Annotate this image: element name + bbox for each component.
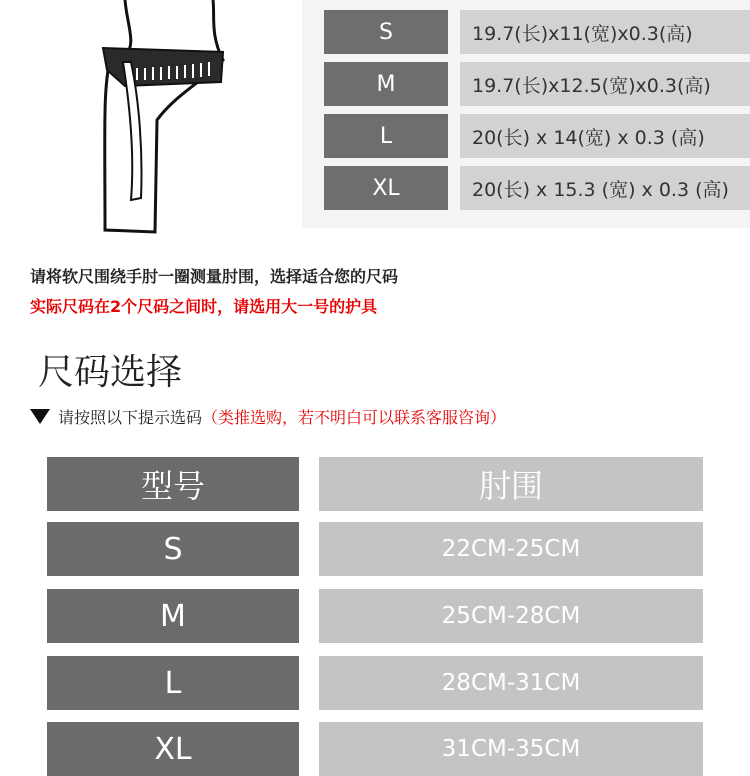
size-label: M <box>324 62 448 106</box>
column-header-model: 型号 <box>47 457 299 511</box>
girth-cell: 22CM-25CM <box>319 522 703 576</box>
model-cell: XL <box>47 722 299 776</box>
girth-cell: 25CM-28CM <box>319 589 703 643</box>
measure-instruction: 请将软尺围绕手肘一圈测量肘围，选择适合您的尺码 <box>30 267 399 286</box>
girth-cell: 28CM-31CM <box>319 656 703 710</box>
dimension-spec: 19.7(长)x11(宽)x0.3(高) <box>460 10 750 54</box>
column-header-girth: 肘围 <box>319 457 703 511</box>
triangle-down-icon <box>30 409 50 424</box>
model-cell: S <box>47 522 299 576</box>
model-cell: M <box>47 589 299 643</box>
size-label: L <box>324 114 448 158</box>
section-title: 尺码选择 <box>38 352 183 393</box>
size-warning: 实际尺码在2个尺码之间时，请选用大一号的护具 <box>30 297 378 316</box>
table-row <box>302 114 750 158</box>
table-row <box>302 62 750 106</box>
model-cell: L <box>47 656 299 710</box>
dimension-spec: 20(长) x 15.3 (宽) x 0.3 (高) <box>460 166 750 210</box>
dimension-spec: 20(长) x 14(宽) x 0.3 (高) <box>460 114 750 158</box>
table-row <box>302 166 750 210</box>
size-label: XL <box>324 166 448 210</box>
size-hint <box>30 405 506 428</box>
product-dimensions-table <box>302 0 750 228</box>
hint-note: （类推选购，若不明白可以联系客服咨询） <box>202 408 507 427</box>
hint-text: 请按照以下提示选码 <box>58 408 203 427</box>
table-row <box>302 10 750 54</box>
girth-cell: 31CM-35CM <box>319 722 703 776</box>
dimension-spec: 19.7(长)x12.5(宽)x0.3(高) <box>460 62 750 106</box>
size-label: S <box>324 10 448 54</box>
arm-with-elbow-brace-icon <box>95 0 235 235</box>
